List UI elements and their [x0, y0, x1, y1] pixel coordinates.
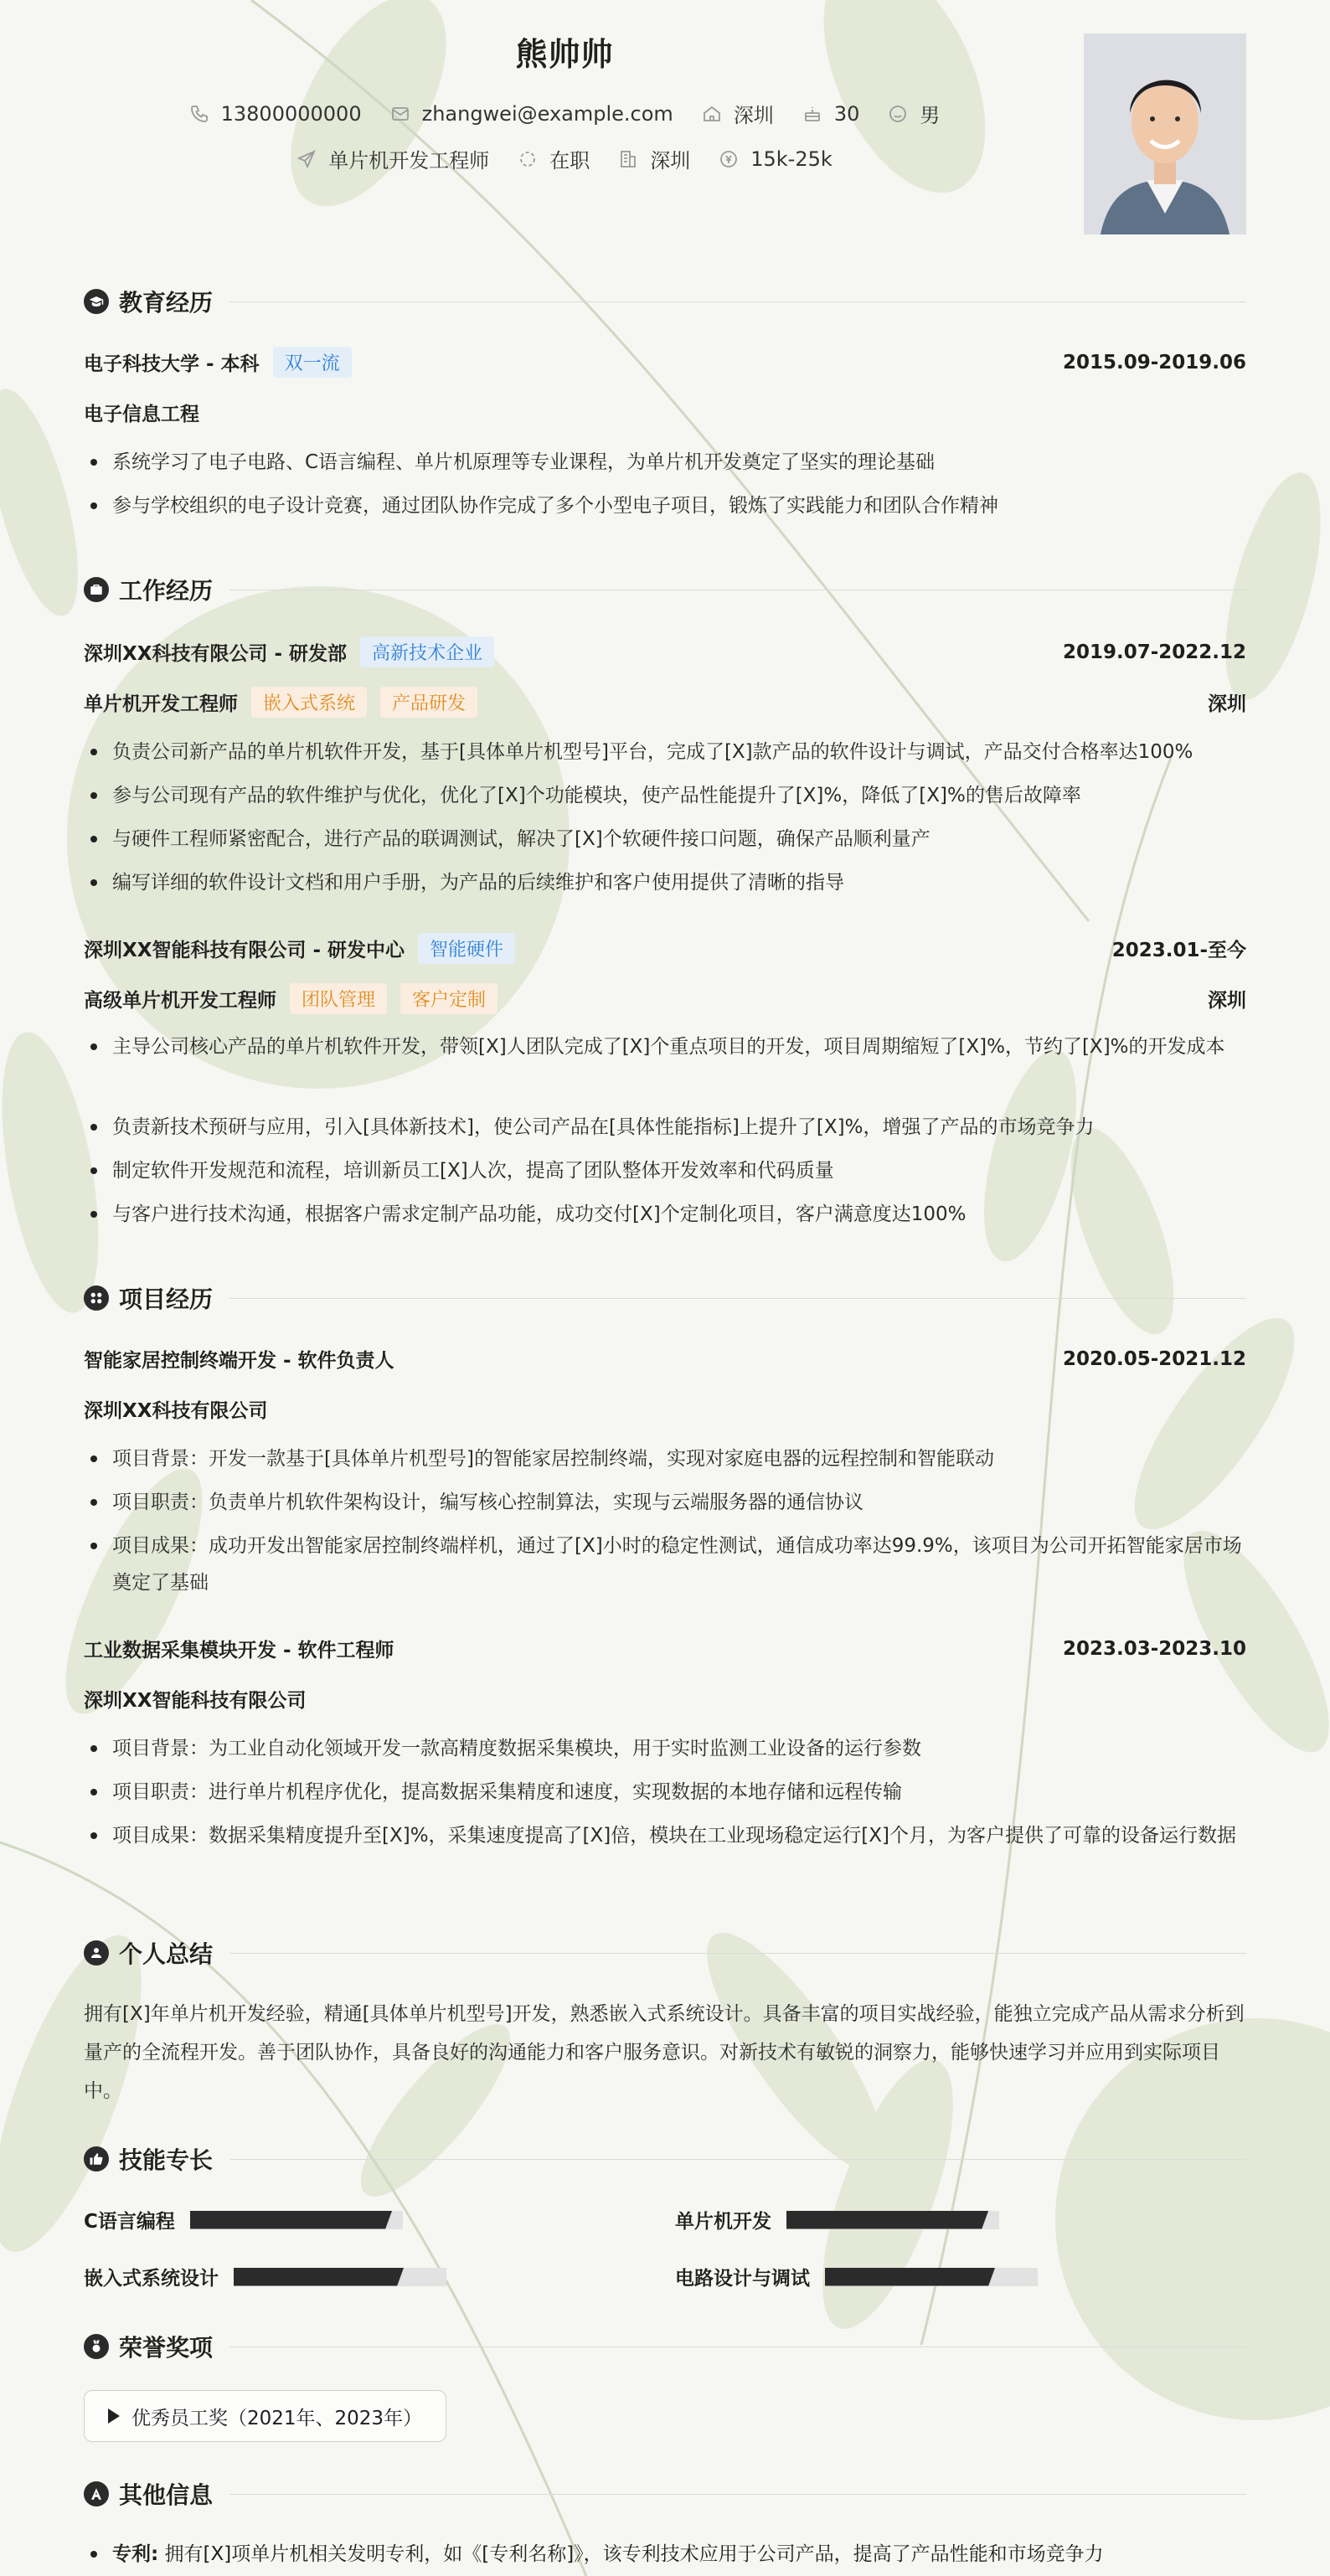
skill-bar — [190, 2211, 403, 2229]
section-title: 个人总结 — [119, 1940, 214, 1968]
skill-tag: 产品研发 — [380, 687, 477, 718]
gender-text: 男 — [920, 104, 941, 127]
job-period: 2023.01-至今 — [1111, 940, 1246, 961]
other-section-header — [84, 2477, 1246, 2511]
project-name: 智能家居控制终端开发 - 软件负责人 — [84, 1350, 394, 1372]
position: 单片机开发工程师 — [84, 693, 238, 715]
info-icon — [84, 2481, 109, 2506]
job-position-row — [84, 687, 1246, 718]
thumbs-up-icon — [84, 2146, 109, 2172]
award-text: 优秀员工奖（2021年、2023年） — [131, 2407, 423, 2429]
candidate-name: 熊帅帅 — [515, 36, 614, 73]
job-text: 单片机开发工程师 — [328, 149, 490, 173]
work-city-item — [618, 144, 690, 173]
status-text: 在职 — [549, 149, 590, 173]
other-text: 拥有[X]项单片机相关发明专利，如《[专利名称]》，该专利技术应用于公司产品，提高了产品性能和市场竞争力 — [164, 2543, 1104, 2565]
major-row — [84, 399, 1246, 426]
briefcase-icon — [84, 577, 109, 602]
age-item — [802, 102, 860, 126]
skill-bar — [234, 2268, 446, 2286]
profile-photo — [1084, 33, 1246, 234]
salary-text: 15k-25k — [750, 147, 833, 171]
school-name: 电子科技大学 - 本科 — [84, 353, 260, 375]
list-item: 与客户进行技术沟通，根据客户需求定制产品功能，成功交付[X]个定制化项目，客户满意度达100% — [84, 1196, 1246, 1233]
job-position-row — [84, 983, 1246, 1014]
email-item — [390, 102, 673, 126]
skill-item — [675, 2206, 999, 2233]
contact-row — [0, 99, 1129, 128]
salary-item — [719, 147, 833, 171]
job-location: 深圳 — [1208, 693, 1246, 715]
project-name: 工业数据采集模块开发 - 软件工程师 — [84, 1640, 394, 1662]
other-item — [84, 2537, 1246, 2571]
skill-item — [84, 2206, 403, 2233]
list-item: 参与公司现有产品的软件维护与优化，优化了[X]个功能模块，使产品性能提升了[X]%，降低了[X]%的售后故障率 — [84, 777, 1246, 814]
skill-name: 单片机开发 — [675, 2211, 771, 2233]
awards-section-header — [84, 2330, 1246, 2363]
phone-icon — [189, 104, 209, 124]
graduation-cap-icon — [84, 289, 109, 314]
award-item[interactable] — [84, 2390, 446, 2442]
section-title: 教育经历 — [119, 289, 214, 317]
work-section-header — [84, 573, 1246, 606]
list-item: 项目背景：为工业自动化领域开发一款高精度数据采集模块，用于实时监测工业设备的运行参数 — [84, 1730, 1246, 1767]
skill-item — [84, 2263, 446, 2290]
job-company-row — [84, 933, 1246, 964]
skill-name: 电路设计与调试 — [675, 2268, 810, 2290]
list-item: 制定软件开发规范和流程，培训新员工[X]人次，提高了团队整体开发效率和代码质量 — [84, 1152, 1246, 1189]
smile-icon — [888, 104, 908, 124]
list-item: 项目背景：开发一款基于[具体单片机型号]的智能家居控制终端，实现对家庭电器的远程控制和智能联动 — [84, 1440, 1246, 1477]
skill-bar-fill — [825, 2268, 995, 2286]
cake-icon — [802, 104, 822, 124]
section-title: 其他信息 — [119, 2481, 214, 2509]
project-company-row — [84, 1395, 1246, 1423]
summary-text: 拥有[X]年单片机开发经验，精通[具体单片机型号]开发，熟悉嵌入式系统设计。具备丰富的项目实战经验，能独立完成产品从需求分析到量产的全流程开发。善于团队协作，具备良好的沟通能力和客户服务意识。对新技术有敏锐的洞察力，能够快速学习并应用到实际项目中。 — [84, 2003, 1245, 2102]
money-icon — [719, 149, 739, 169]
list-item: 项目成果：数据采集精度提升至[X]%，采集速度提高了[X]倍，模块在工业现场稳定运行[X]个月，为客户提供了可靠的设备运行数据 — [84, 1817, 1246, 1854]
project-row — [84, 1635, 1246, 1662]
skill-name: C语言编程 — [84, 2211, 175, 2233]
section-divider — [229, 301, 1246, 302]
list-item: 负责新技术预研与应用，引入[具体新技术]，使公司产品在[具体性能指标]上提升了[X]%，增强了产品的市场竞争力 — [84, 1109, 1246, 1146]
project-row — [84, 1345, 1246, 1373]
project-company: 深圳XX科技有限公司 — [84, 1400, 268, 1422]
job-company-row — [84, 636, 1246, 667]
education-section-header — [84, 285, 1246, 318]
skills-section-header — [84, 2142, 1246, 2176]
skill-tag: 团队管理 — [290, 983, 387, 1014]
skill-bar — [786, 2211, 999, 2229]
project-company: 深圳XX智能科技有限公司 — [84, 1690, 307, 1712]
list-item: 编写详细的软件设计文档和用户手册，为产品的后续维护和客户使用提供了清晰的指导 — [84, 864, 1246, 901]
send-icon — [296, 149, 317, 169]
section-title: 技能专长 — [119, 2146, 214, 2174]
summary-section-header — [84, 1936, 1246, 1970]
skill-item — [675, 2263, 1038, 2290]
home-icon — [702, 104, 722, 124]
status-item — [518, 144, 590, 173]
skill-bar-fill — [786, 2211, 988, 2229]
projects-section-header — [84, 1281, 1246, 1315]
list-item: 与硬件工程师紧密配合，进行产品的联调测试，解决了[X]个软硬件接口问题，确保产品顺利量产 — [84, 821, 1246, 858]
job-period: 2019.07-2022.12 — [1062, 641, 1246, 663]
loading-icon — [518, 149, 538, 169]
education-row — [84, 347, 1246, 378]
building-icon — [618, 149, 638, 169]
skill-bar — [825, 2268, 1038, 2286]
section-divider — [229, 1953, 1246, 1954]
job-item — [296, 144, 489, 173]
phone-item — [189, 102, 362, 126]
age-text: 30 — [833, 101, 860, 126]
user-icon — [84, 1940, 109, 1965]
mail-icon — [390, 104, 410, 124]
apps-icon — [84, 1285, 109, 1311]
section-title: 项目经历 — [119, 1285, 214, 1313]
city-item — [702, 99, 774, 128]
list-item: 参与学校组织的电子设计竞赛，通过团队协作完成了多个小型电子项目，锻炼了实践能力和团队合作精神 — [84, 487, 1246, 524]
job-intent-row — [0, 144, 1129, 173]
section-title: 荣誉奖项 — [119, 2334, 214, 2362]
list-item: 负责公司新产品的单片机软件开发，基于[具体单片机型号]平台，完成了[X]款产品的软件设计与调试，产品交付合格率达100% — [84, 734, 1246, 770]
phone-text[interactable]: 13800000000 — [220, 101, 362, 126]
major: 电子信息工程 — [84, 404, 199, 425]
skill-tag: 嵌入式系统 — [251, 687, 367, 718]
work-city-text: 深圳 — [650, 149, 691, 173]
project-period: 2023.03-2023.10 — [1062, 1637, 1246, 1660]
skill-tag: 客户定制 — [400, 983, 497, 1014]
expand-triangle-icon — [108, 2409, 120, 2424]
skill-name: 嵌入式系统设计 — [84, 2268, 219, 2290]
position: 高级单片机开发工程师 — [84, 990, 276, 1012]
city-text: 深圳 — [733, 104, 774, 127]
list-item: 项目职责：进行单片机程序优化，提高数据采集精度和速度，实现数据的本地存储和远程传输 — [84, 1774, 1246, 1811]
list-item: 主导公司核心产品的单片机软件开发，带领[X]人团队完成了[X]个重点项目的开发，项目周期缩短了[X]%，节约了[X]%的开发成本 — [84, 1028, 1246, 1065]
section-title: 工作经历 — [119, 577, 214, 605]
education-period: 2015.09-2019.06 — [1062, 351, 1246, 374]
medal-icon — [84, 2334, 109, 2359]
job-location: 深圳 — [1208, 990, 1246, 1012]
other-label: 专利: — [112, 2543, 159, 2565]
company-tag: 智能硬件 — [418, 933, 515, 964]
company-name: 深圳XX科技有限公司 - 研发部 — [84, 643, 348, 665]
school-tag: 双一流 — [273, 347, 352, 378]
list-item: 项目职责：负责单片机软件架构设计，编写核心控制算法，实现与云端服务器的通信协议 — [84, 1484, 1246, 1521]
project-company-row — [84, 1685, 1246, 1713]
list-item: 系统学习了电子电路、C语言编程、单片机原理等专业课程，为单片机开发奠定了坚实的理论基础 — [84, 444, 1246, 481]
section-divider — [229, 1298, 1246, 1299]
section-divider — [229, 2494, 1246, 2495]
skill-bar-fill — [190, 2211, 392, 2229]
company-tag: 高新技术企业 — [360, 636, 494, 667]
company-name: 深圳XX智能科技有限公司 - 研发中心 — [84, 940, 405, 961]
project-period: 2020.05-2021.12 — [1062, 1347, 1246, 1370]
list-item: 项目成果：成功开发出智能家居控制终端样机，通过了[X]小时的稳定性测试，通信成功率达99.9%，该项目为公司开拓智能家居市场奠定了基础 — [84, 1528, 1246, 1601]
gender-item — [888, 99, 940, 128]
skill-bar-fill — [234, 2268, 404, 2286]
email-text[interactable]: zhangwei@example.com — [421, 101, 673, 126]
section-divider — [229, 2159, 1246, 2160]
